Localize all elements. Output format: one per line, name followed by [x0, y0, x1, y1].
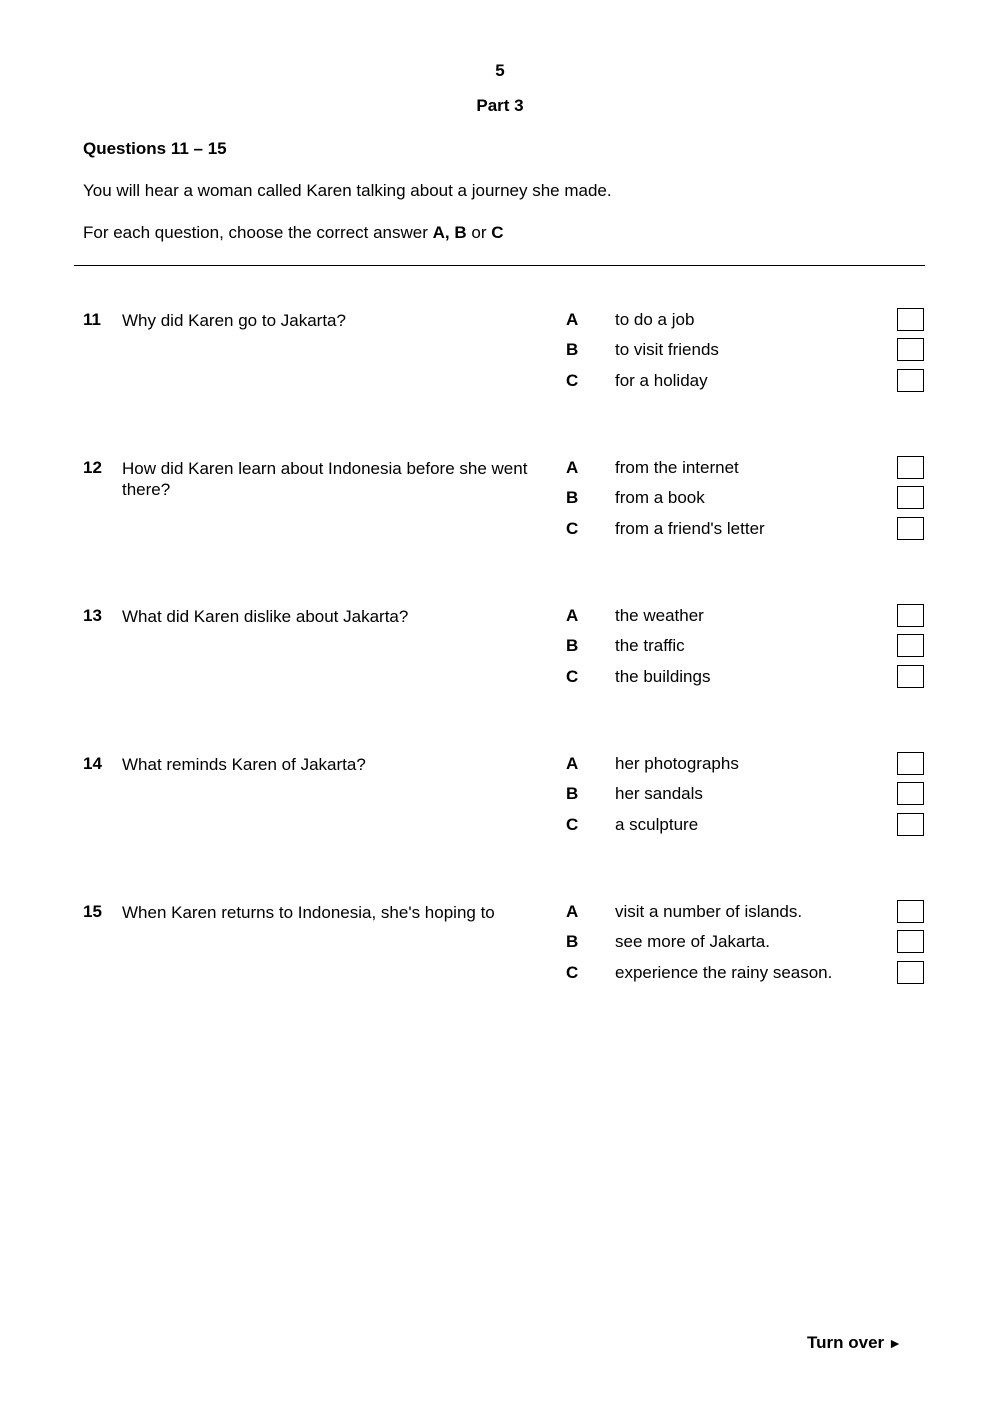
turn-over-label: Turn over: [807, 1333, 885, 1352]
answer-checkbox[interactable]: [897, 752, 924, 775]
arrow-right-icon: ►: [888, 1335, 902, 1351]
option-c: [0, 667, 1000, 691]
option-letter: A: [566, 458, 579, 477]
answer-checkbox[interactable]: [897, 369, 924, 392]
page-number: 5: [495, 61, 505, 80]
option-text: her photographs: [615, 754, 739, 773]
question-text: What reminds Karen of Jakarta?: [122, 755, 366, 774]
answer-checkbox[interactable]: [897, 782, 924, 805]
option-a: [0, 902, 1000, 926]
option-letter: B: [566, 636, 579, 655]
option-b: [0, 488, 1000, 512]
turn-over-link[interactable]: [807, 1333, 902, 1353]
question-number: 11: [83, 310, 101, 329]
option-c: [0, 371, 1000, 395]
option-letter: B: [566, 488, 579, 507]
question-text: How did Karen learn about Indonesia before she went there?: [122, 459, 528, 499]
option-b: [0, 932, 1000, 956]
question-text: What did Karen dislike about Jakarta?: [122, 607, 409, 626]
option-text: to visit friends: [615, 340, 719, 359]
option-text: see more of Jakarta.: [615, 932, 770, 951]
option-text: from the internet: [615, 458, 739, 477]
answer-checkbox[interactable]: [897, 961, 924, 984]
instruction-prefix: For each question, choose the correct answer: [83, 223, 433, 242]
option-c: [0, 963, 1000, 987]
question-number: 14: [83, 754, 102, 773]
option-c: [0, 519, 1000, 543]
answer-checkbox[interactable]: [897, 634, 924, 657]
option-letter: B: [566, 932, 579, 951]
divider-line: [74, 265, 925, 266]
option-text: visit a number of islands.: [615, 902, 803, 921]
option-text: the weather: [615, 606, 704, 625]
instruction-mid: or: [466, 223, 492, 242]
questions-heading: Questions 11 – 15: [83, 139, 227, 158]
question-text: Why did Karen go to Jakarta?: [122, 311, 346, 330]
option-a: [0, 754, 1000, 778]
option-text: for a holiday: [615, 371, 708, 390]
question-text: When Karen returns to Indonesia, she's hoping to: [122, 903, 495, 922]
option-a: [0, 458, 1000, 482]
option-text: from a book: [615, 488, 705, 507]
answer-checkbox[interactable]: [897, 604, 924, 627]
option-letter: B: [566, 784, 579, 803]
answer-checkbox[interactable]: [897, 486, 924, 509]
answer-checkbox[interactable]: [897, 813, 924, 836]
option-text: the traffic: [615, 636, 685, 655]
option-text: a sculpture: [615, 815, 699, 834]
option-letter: C: [566, 519, 579, 538]
option-b: [0, 340, 1000, 364]
option-c: [0, 815, 1000, 839]
option-text: from a friend's letter: [615, 519, 765, 538]
option-text: to do a job: [615, 310, 695, 329]
question-13: [0, 606, 1000, 706]
option-text: experience the rainy season.: [615, 963, 833, 982]
question-number: 15: [83, 902, 102, 921]
answer-checkbox[interactable]: [897, 456, 924, 479]
instruction-bold-c: C: [491, 223, 504, 242]
answer-checkbox[interactable]: [897, 665, 924, 688]
question-14: [0, 754, 1000, 854]
option-letter: A: [566, 606, 579, 625]
question-12: [0, 458, 1000, 558]
intro-text: You will hear a woman called Karen talking about a journey she made.: [83, 181, 612, 200]
option-letter: C: [566, 667, 579, 686]
option-letter: B: [566, 340, 579, 359]
option-text: the buildings: [615, 667, 711, 686]
answer-checkbox[interactable]: [897, 930, 924, 953]
option-letter: C: [566, 371, 579, 390]
option-letter: A: [566, 902, 579, 921]
instruction-bold-ab: A, B: [432, 223, 467, 242]
question-number: 12: [83, 458, 102, 477]
option-a: [0, 310, 1000, 334]
option-a: [0, 606, 1000, 630]
question-number: 13: [83, 606, 102, 625]
part-title: Part 3: [476, 96, 524, 115]
option-letter: C: [566, 815, 579, 834]
answer-checkbox[interactable]: [897, 900, 924, 923]
option-letter: A: [566, 310, 579, 329]
option-b: [0, 784, 1000, 808]
question-11: [0, 310, 1000, 410]
option-letter: A: [566, 754, 579, 773]
answer-checkbox[interactable]: [897, 308, 924, 331]
option-text: her sandals: [615, 784, 703, 803]
answer-checkbox[interactable]: [897, 338, 924, 361]
question-15: [0, 902, 1000, 1002]
option-b: [0, 636, 1000, 660]
instruction-text: [83, 223, 503, 243]
option-letter: C: [566, 963, 579, 982]
answer-checkbox[interactable]: [897, 517, 924, 540]
